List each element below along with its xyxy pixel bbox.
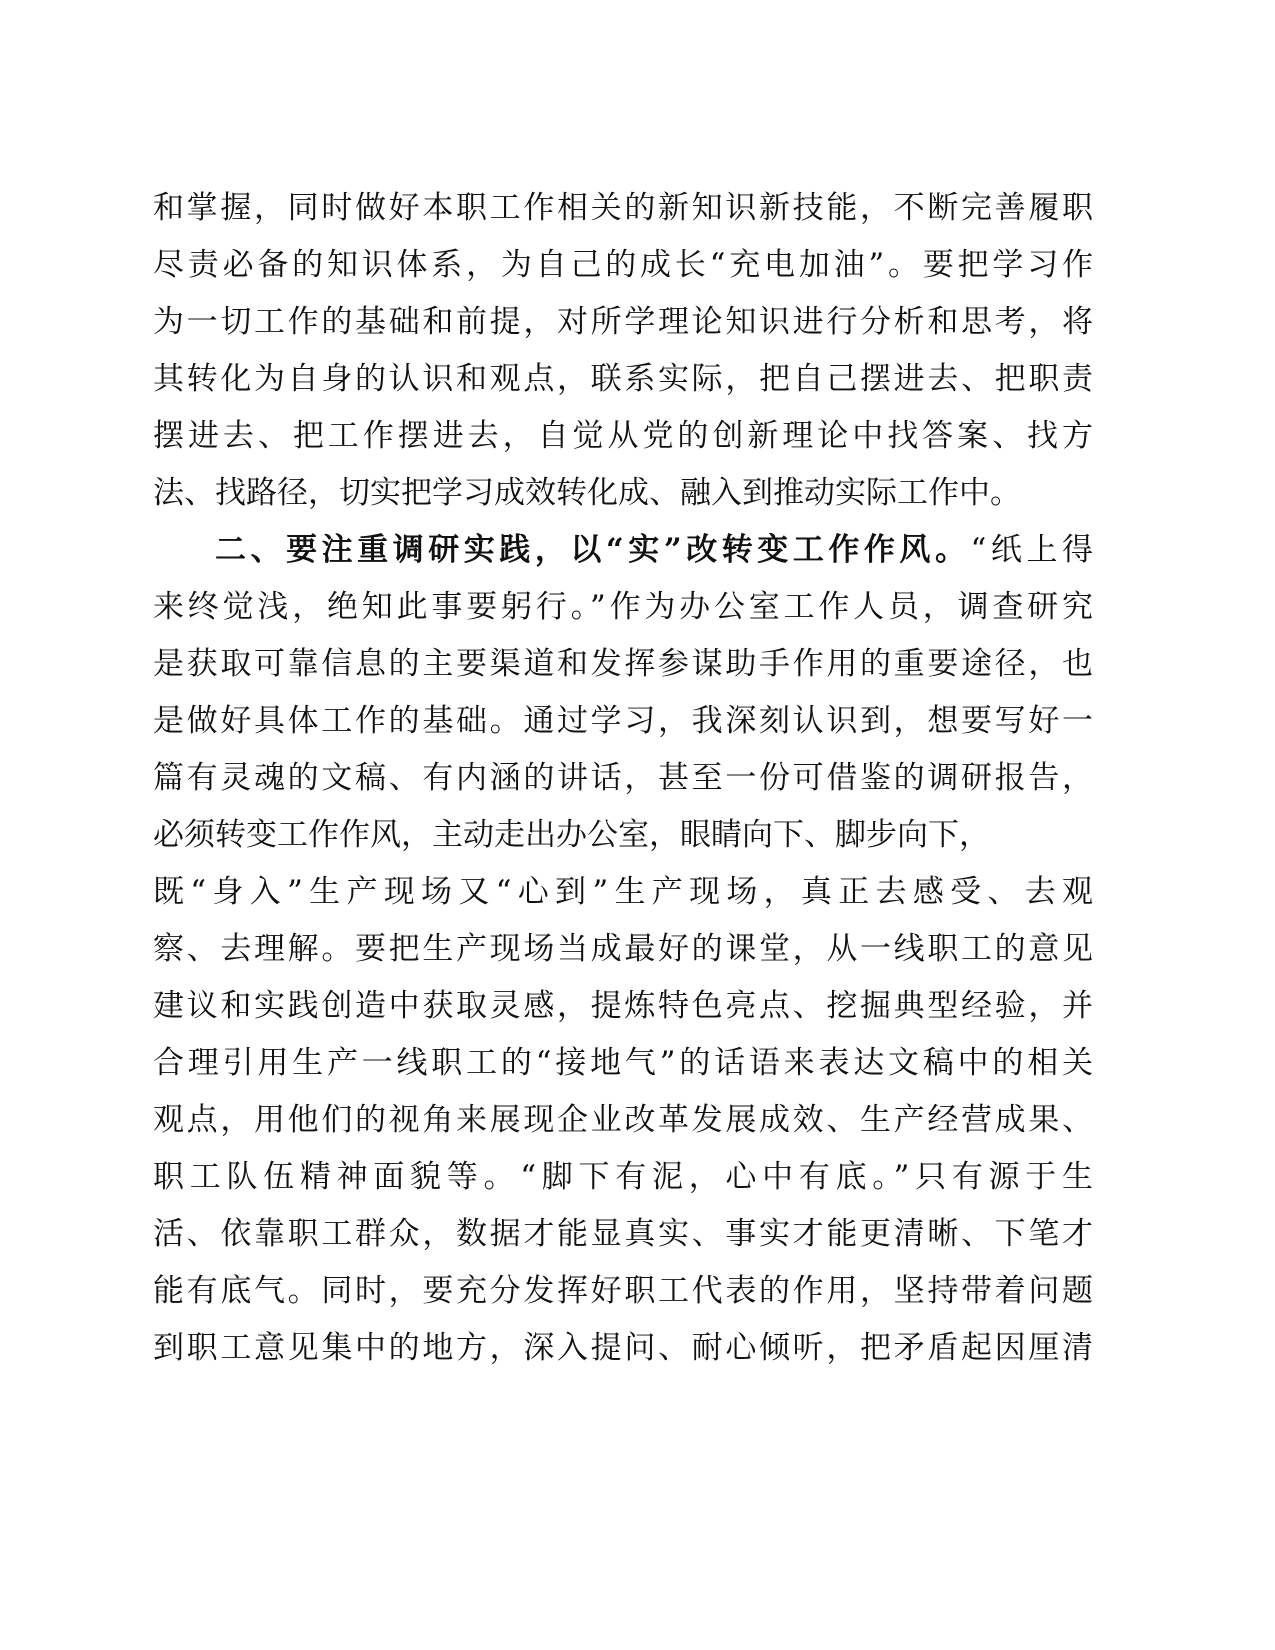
text-line: 职工队伍精神面貌等。“脚下有泥，心中有底。”只有源于生 <box>153 1159 1093 1195</box>
text-line: 为一切工作的基础和前提，对所学理论知识进行分析和思考，将 <box>153 304 1093 340</box>
paragraph-1 <box>153 180 1093 522</box>
text-line: 察、去理解。要把生产现场当成最好的课堂，从一线职工的意见 <box>153 931 1093 967</box>
text-line: 来终觉浅，绝知此事要躬行。”作为办公室工作人员，调查研究 <box>153 589 1093 625</box>
text-line: 是做好具体工作的基础。通过学习，我深刻认识到，想要写好一 <box>153 703 1093 739</box>
text-line: 尽责必备的知识体系，为自己的成长“充电加油”。要把学习作 <box>153 247 1093 283</box>
text-line: 必须转变工作作风，主动走出办公室，眼睛向下、脚步向下， <box>153 817 990 853</box>
body-text <box>153 180 1093 1377</box>
text-line: 观点，用他们的视角来展现企业改革发展成效、生产经营成果、 <box>153 1102 1093 1138</box>
text-line: 能有底气。同时，要充分发挥好职工代表的作用，坚持带着问题 <box>153 1273 1093 1309</box>
text-line: 摆进去、把工作摆进去，自觉从党的创新理论中找答案、找方 <box>153 418 1093 454</box>
heading-continuation: “纸上得 <box>970 532 1093 568</box>
text-line: 是获取可靠信息的主要渠道和发挥参谋助手作用的重要途径，也 <box>153 646 1093 682</box>
paragraph-2-first-line <box>153 522 1093 579</box>
text-line: 活、依靠职工群众，数据才能显真实、事实才能更清晰、下笔才 <box>153 1216 1093 1252</box>
section-heading: 二、要注重调研实践，以“实”改转变工作作风。 <box>215 532 971 568</box>
text-line: 法、找路径，切实把学习成效转化成、融入到推动实际工作中。 <box>153 475 1021 511</box>
text-line: 和掌握，同时做好本职工作相关的新知识新技能，不断完善履职 <box>153 190 1093 226</box>
paragraph-2 <box>153 522 1093 1377</box>
text-line: 合理引用生产一线职工的“接地气”的话语来表达文稿中的相关 <box>153 1045 1093 1081</box>
text-line: 既“身入”生产现场又“心到”生产现场，真正去感受、去观 <box>153 874 1093 910</box>
text-line: 建议和实践创造中获取灵感，提炼特色亮点、挖掘典型经验，并 <box>153 988 1093 1024</box>
text-line: 到职工意见集中的地方，深入提问、耐心倾听，把矛盾起因厘清 <box>153 1330 1093 1366</box>
text-line: 篇有灵魂的文稿、有内涵的讲话，甚至一份可借鉴的调研报告， <box>153 760 1093 796</box>
text-line: 其转化为自身的认识和观点，联系实际，把自己摆进去、把职责 <box>153 361 1093 397</box>
